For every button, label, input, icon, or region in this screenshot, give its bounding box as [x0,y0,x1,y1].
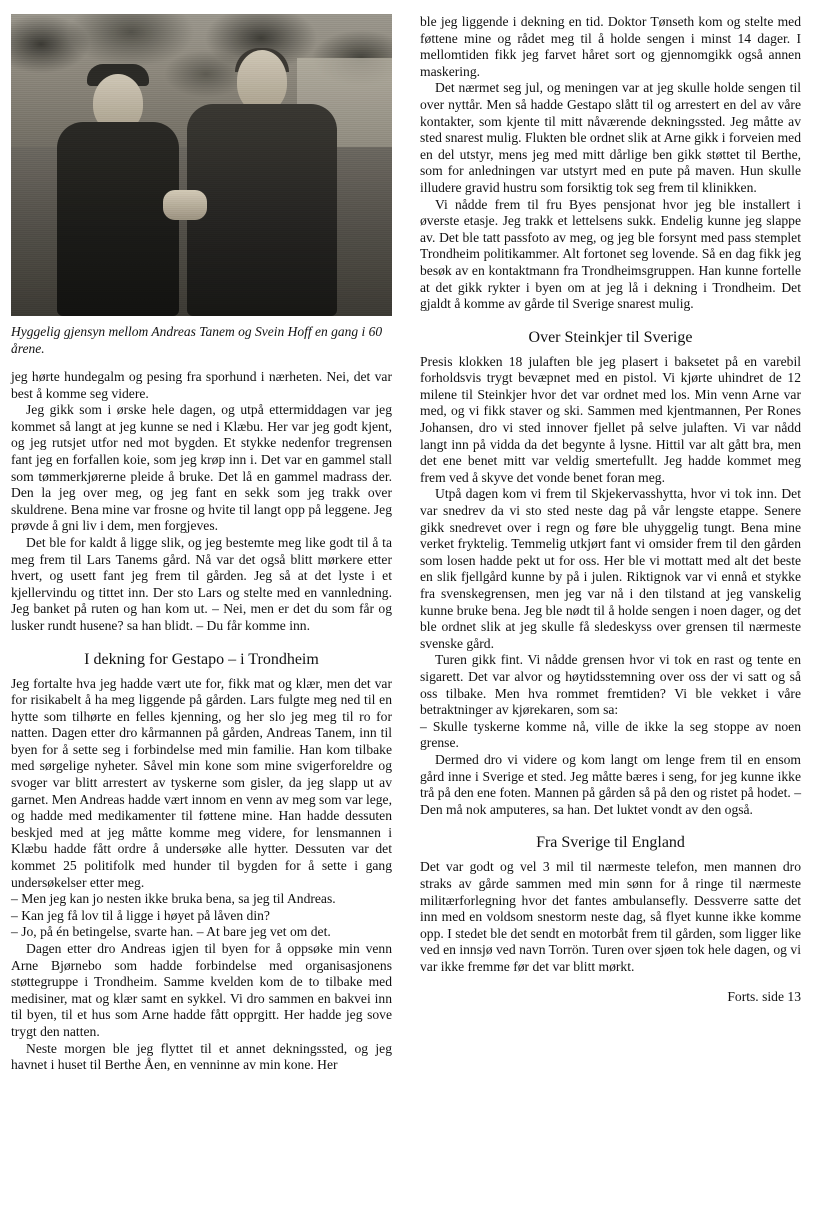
paragraph: Jeg fortalte hva jeg hadde vært ute for, fikk mat og klær, men det var for risikabelt å ha meg liggende på gården. Lars fulgte meg ned til en hytte som tilhørte en felles kjenning, og her slo jeg meg til ro for natten. Dagen etter dro kårmannen på gården, Andreas Tanem, inn til byen for å sette seg i forbindelse med min familie. Han kom tilbake med sørgelige nyheter. Såvel min kone som mine svigerforeldre og svoger var blitt arrestert av tyskerne som gisler, da jeg slapp ut av garnet. Men Andreas hadde vært innom en venn av meg som var lege, og hadde med medikamenter til føttene mine. Han hadde dessuten beskjed med at jeg måtte komme meg videre, for lensmannen i Klæbu hadde fått ordre å undersøke alle hytter. Dessuten var det kommet 25 politifolk med hunder til bygden for å sette i gang undersøkelser etter meg. [11,675,392,890]
paragraph: Dagen etter dro Andreas igjen til byen for å oppsøke min venn Arne Bjørnebo som hadde forbindelse med organisasjonens støttegruppe i Trondheim. Samme kvelden kom de to tilbake med medisiner, mat og klær samt en sykkel. Vi dro sammen en bakvei inn til byen, til et hus som Arne hadde fått opprgitt. Her hadde jeg sove trygt den natten. [11,941,392,1039]
paragraph: Det var godt og vel 3 mil til nærmeste telefon, men mannen dro straks av gårde sammen med min sønn for å ringe til nærmeste militærforlegning hvor det fantes ambulansefly. Dessverre satte det inn med en voldsom snestorm neste dag, så flyet kunne ikke komme opp. I stedet ble det sendt en motorbåt frem til gården, som ligger like ved en innsjø ved navn Torrön. Turen over sjøen tok hele dagen, og vi var ikke fremme før det var blitt mørkt. [420,859,801,974]
photo-two-men-handshake [11,14,392,316]
photo-figure [11,14,392,357]
paragraph: – Skulle tyskerne komme nå, ville de ikke la seg stoppe av noen grense. [420,718,801,751]
paragraph: Presis klokken 18 julaften ble jeg plasert i baksetet på en varebil forholdsvis trygt bevæpnet med en pistol. Vi kjørte uhindret de 12 milene til Steinkjer hvor det var ordnet med los. Min venn Arne var med, og vi fikk staver og ski. Sammen med kjentmannen, Per Rones Johansen, dro vi sted innover fjellet på selve julaften. Vi var nådd langt inn på vidda da det begynte å lysne. Hittil var alt gått bra, men det ene benet mitt var veldig smertefullt. Jeg hadde kommet meg frem ved å skyve det vonde benet foran meg. [420,353,801,485]
photo-caption: Hyggelig gjensyn mellom Andreas Tanem og Svein Hoff en gang i 60 årene. [11,324,383,356]
section-heading-gestapo: I dekning for Gestapo – i Trondheim [84,650,319,668]
paragraph: Utpå dagen kom vi frem til Skjekervasshytta, hvor vi tok inn. Det var snedrev da vi sto sted neste dag på vår lengste etappe. Senere gikk snedrevet over i regn og føre ble uhyggelig tungt. Bena mine verket fryktelig. Temmelig utkjørt fant vi omsider frem til den gården som losen hadde pekt ut for oss. Her ble vi mottatt med alt det beste en slik fjellgård kunne by på i julen. Riktignok var vi ennå et stykke fra svenskegrensen, men jeg var nå i den tilstand at jeg vanskelig kunne bruke bena. Jeg ble nødt til å holde sengen i noen dager, og det ble ordnet slik at jeg skulle få sledeskyss over grensen til nærmeste svenske gård. [420,486,801,651]
two-column-layout [11,14,802,1214]
paragraph: – Jo, på én betingelse, svarte han. – At bare jeg vet om det. [11,924,331,940]
paragraph: – Kan jeg få lov til å ligge i høyet på låven din? [11,907,270,923]
paragraph: Turen gikk fint. Vi nådde grensen hvor vi tok en rast og tente en sigarett. Det var alvor og høytidsstemning over oss der vi satt og så oss tilbake. Men hva rommet fremtiden? Vi ble vekket i våre betraktninger av kjørekaren, som sa: [420,652,801,718]
paragraph: – Men jeg kan jo nesten ikke bruka bena, sa jeg til Andreas. [11,891,336,907]
paragraph: ble jeg liggende i dekning en tid. Doktor Tønseth kom og stelte med føttene mine og rådet meg til å holde sengen i minst 14 dager. I mellomtiden fikk jeg farvet håret sort og gjennomgikk også annen maskering. [420,14,801,79]
paragraph: Vi nådde frem til fru Byes pensjonat hvor jeg ble installert i øverste etasje. Jeg trakk et lettelsens sukk. Endelig kunne jeg slappe av. Det ble tatt passfoto av meg, og jeg ble forsynt med pass stemplet Trondheim politikammer. Alt fortonet seg lovende. Så en dag fikk jeg besøk av en kontaktmann fra Trondheimsgruppen. Han kunne fortelle at det gikk rykter i byen om at jeg lå i dekning i Trondheim. Det gjaldt å komme av gårde til Sverige snarest mulig. [420,196,801,312]
paragraph: Jeg gikk som i ørske hele dagen, og utpå ettermiddagen var jeg kommet så langt at jeg kunne se ned i Klæbu. Her var jeg godt kjent, og jeg rutsjet utfor ned mot bygden. Et stykke nedenfor tregrensen fant jeg en forfallen koie, som jeg krøp inn i. Det var en gammel stall som tømmerkjørerne pleide å bruke. Det lå en gammel madrass der. Den la jeg over meg, og jeg fant en sekk som jeg trakk over skuldrene. Bena mine var frosne og hvite til langt opp på leggene. Jeg prøvde å gni liv i dem, men forgjeves. [11,402,392,534]
paragraph: Dermed dro vi videre og kom langt om lenge frem til en ensom gård inne i Sverige et sted. Jeg måtte bæres i seng, for jeg kunne ikke trå på den ene foten. Mannen på gården så på den og ristet på hodet. – Den må nok amputeres, sa han. Det luktet vondt av den også. [420,751,801,817]
continued-note: Forts. side 13 [727,989,801,1005]
paragraph: Det ble for kaldt å ligge slik, og jeg bestemte meg like godt til å ta meg frem til Lars Tanems gård. Nå var det også blitt mørkere etter hvert, og usett fant jeg frem til gården. Jeg så at det lyste i et kjellervindu og tittet inn. Der sto Lars og stelte med en vannledning. Jeg banket på ruten og han kom ut. – Nei, men er det du som får og lusker rundt husene? sa han blidt. – Du får komme inn. [11,534,392,633]
photo-grain-overlay [11,14,392,316]
section-heading-fra-sverige: Fra Sverige til England [536,834,685,852]
paragraph: Det nærmet seg jul, og meningen var at jeg skulle holde sengen til over nyttår. Men så hadde Gestapo slått til og arrestert en del av våre kontakter, som kjente til mitt nåværende dekningssted. Jeg måtte av sted snarest mulig. Flukten ble ordnet slik at Arne gikk i forveien med en del utstyr, mens jeg med mitt dårlige ben gikk støttet til Berthe, som for anledningen var utstyrt med en pute på maven. Hun skulle illudere gravid hustru som forsiktig tok seg frem til klinikken. [420,80,801,195]
paragraph: jeg hørte hundegalm og pesing fra sporhund i nærheten. Nei, det var best å komme seg videre. [11,369,392,401]
section-heading-over-steinkjer: Over Steinkjer til Sverige [528,328,693,346]
left-column [11,14,392,1214]
paragraph: Neste morgen ble jeg flyttet til et annet dekningssted, og jeg havnet i huset til Berthe Åen, en venninne av min kone. Her [11,1040,392,1073]
right-column [420,14,801,1214]
